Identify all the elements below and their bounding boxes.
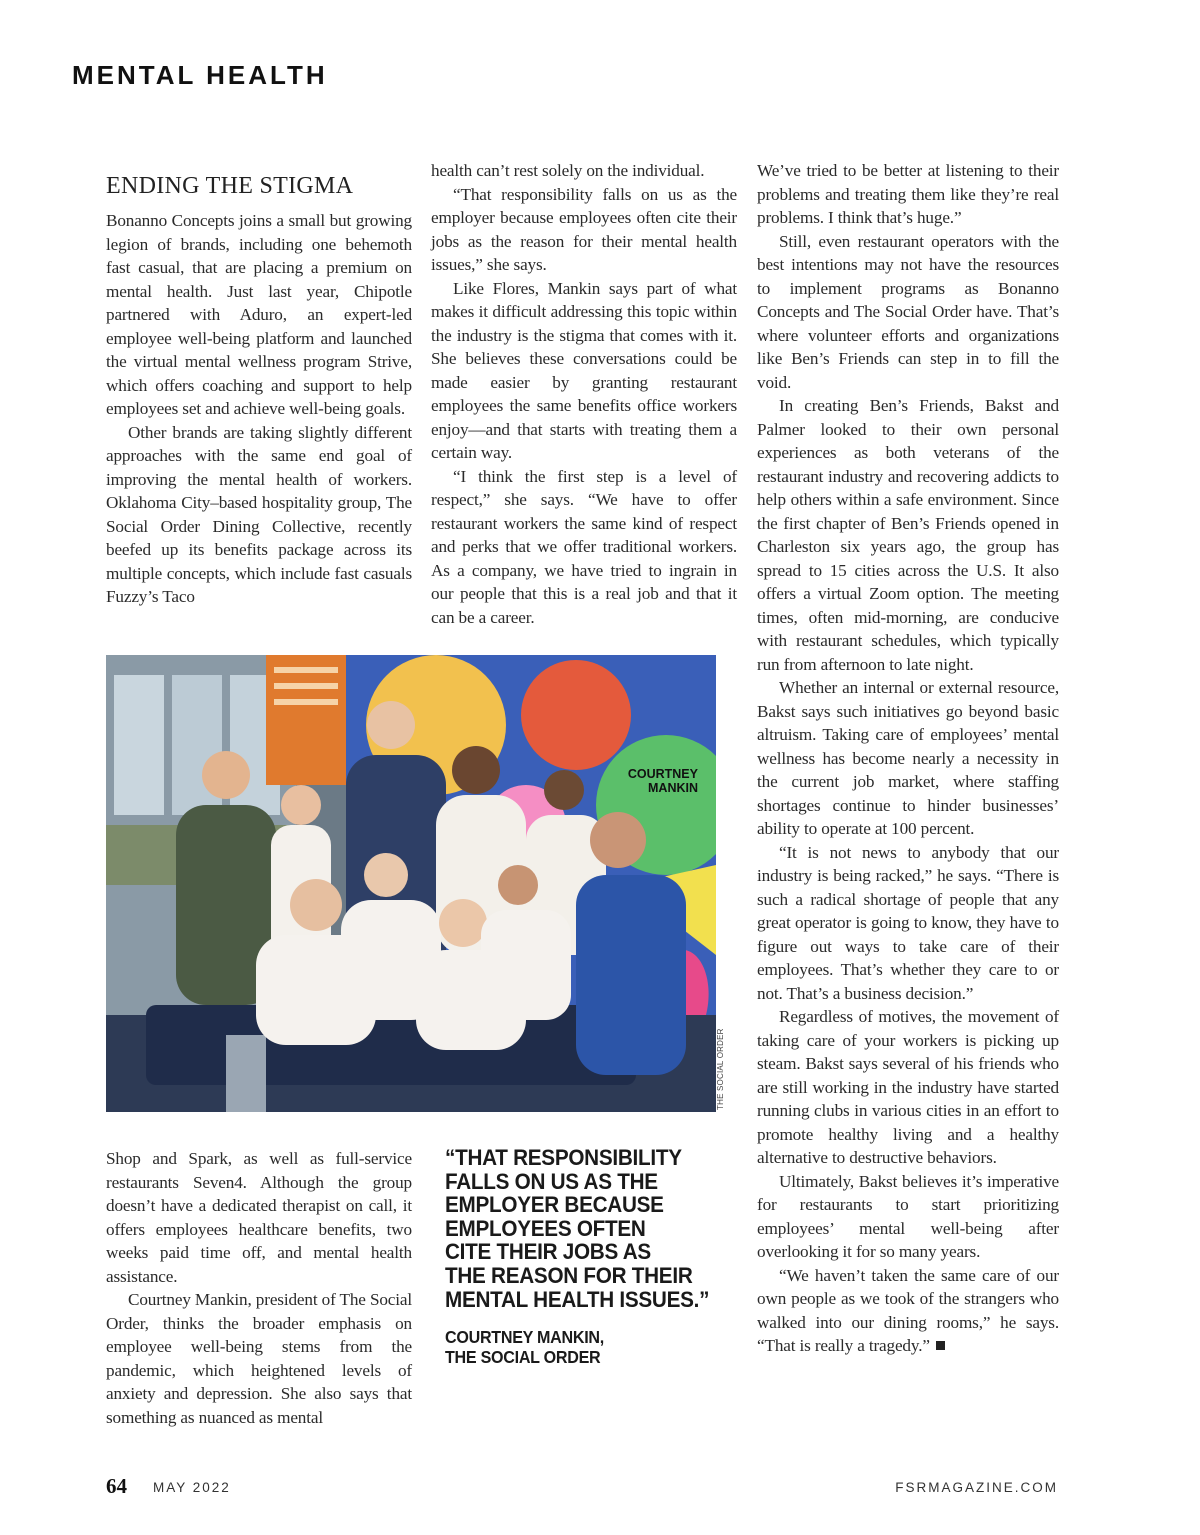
paragraph: Regardless of motives, the movement of taking care of your workers is picking up steam. Bakst says several of his friends who are still working in the industry have started running clubs in various cities in an effort to promote healthy living and a healthy alternative to destructive behaviors. <box>757 1007 1059 1167</box>
section-label: MENTAL HEALTH <box>72 60 328 90</box>
paragraph <box>757 1264 1059 1358</box>
paragraph: Still, even restaurant operators with the best intentions may not have the resources to implement programs as Bonanno Concepts and The Social Order have. That’s where volunteer efforts and organizations like Ben’s Friends can step in to fill the void. <box>757 231 1059 392</box>
column-1-top <box>106 167 412 609</box>
paragraph: In creating Ben’s Friends, Bakst and Palmer looked to their own personal experiences as both veterans of the restaurant industry and recovering addicts to help others within a safe environment. Since the first chapter of Ben’s Friends opened in Charleston six years ago, the group has spread to 15 cities across the U.S. It also offers a virtual Zoom option. The meeting times, often mid-morning, are conducive with restaurant schedules, which typically run from afternoon to late night. <box>757 396 1059 674</box>
paragraph: Shop and Spark, as well as full-service restaurants Seven4. Although the group doesn’t have a dedicated therapist on call, it offers employees healthcare benefits, two weeks paid time off, and mental health assistance. <box>106 1149 412 1286</box>
article-headline: ENDING THE STIGMA <box>106 173 354 199</box>
website-url: FSRMAGAZINE.COM <box>895 1480 1058 1495</box>
end-mark-icon <box>936 1341 945 1350</box>
pull-quote <box>445 1146 712 1367</box>
photo-credit: THE SOCIAL ORDER <box>716 1028 725 1110</box>
paragraph: Whether an internal or external resource, Bakst says such initiatives go beyond basic altruism. Taking care of employees’ mental wellness has become nearly a necessity in the current job market, where staffing shortages continue to hinder businesses’ ability to operate at 100 percent. <box>757 678 1059 838</box>
paragraph: Ultimately, Bakst believes it’s imperative for restaurants to start prioritizing employees’ mental well-being after overlooking it for so many years. <box>757 1171 1059 1261</box>
closing-paragraph-text: “We haven’t taken the same care of our own people as we took of the strangers who walked into our dining rooms,” he says. “That is really a tragedy.” <box>757 1265 1059 1355</box>
team-photo <box>106 655 716 1112</box>
pull-quote-text: “THAT RESPONSIBILITY FALLS ON US AS THE EMPLOYER BECAUSE EMPLOYEES OFTEN CITE THEIR JOBS AS THE REASON FOR THEIR MENTAL HEALTH ISSUES.” <box>445 1145 710 1312</box>
paragraph: “That responsibility falls on us as the employer because employees often cite their jobs as the reason for their mental health issues,” she says. <box>431 184 737 274</box>
issue-date: MAY 2022 <box>153 1480 231 1495</box>
paragraph: Like Flores, Mankin says part of what makes it difficult addressing this topic within the industry is the stigma that comes with it. She believes these conversations could be made easier by granting restaurant employees the same benefits office workers enjoy—and that starts with treating them a certain way. <box>431 278 737 462</box>
column-2 <box>431 159 737 629</box>
team-photo-illustration <box>106 655 716 1112</box>
paragraph: “I think the first step is a level of respect,” she says. “We have to offer restaurant workers the same kind of respect and perks that we offer traditional workers. As a company, we have tried to ingrain in our people that this is a real job and that it can be a career. <box>431 466 737 627</box>
page-number: 64 <box>106 1474 127 1498</box>
photo-caption: COURTNEY MANKIN <box>627 767 698 795</box>
pull-quote-attribution: COURTNEY MANKIN, THE SOCIAL ORDER <box>445 1327 604 1368</box>
column-1-bottom <box>106 1147 412 1429</box>
paragraph: Courtney Mankin, president of The Social Order, thinks the broader emphasis on employee well-being stems from the pandemic, which heightened levels of anxiety and depression. She also says that something as nuanced as mental <box>106 1290 412 1427</box>
paragraph: Other brands are taking slightly different approaches with the same end goal of improving the mental health of workers. Oklahoma City–based hospitality group, The Social Order Dining Collective, recently beefed up its benefits package across its multiple concepts, which include fast casuals Fuzzy’s Taco <box>106 422 412 606</box>
paragraph: “It is not news to anybody that our industry is being racked,” he says. “There is such a radical shortage of people that any great operator is going to know, they have to figure out ways to take care of their employees. That’s whether they care to or not. That’s a business decision.” <box>757 842 1059 1003</box>
column-3 <box>757 159 1059 1358</box>
paragraph: We’ve tried to be better at listening to their problems and treating them like they’re real problems. I think that’s huge.” <box>757 161 1059 227</box>
paragraph: health can’t rest solely on the individual. <box>431 161 705 180</box>
paragraph: Bonanno Concepts joins a small but growing legion of brands, including one behemoth fast casual, that are placing a premium on mental health. Just last year, Chipotle partnered with Aduro, an expert-led employee well-being platform and launched the virtual mental wellness program Strive, which offers coaching and support to help employees set and achieve well-being goals. <box>106 211 412 418</box>
